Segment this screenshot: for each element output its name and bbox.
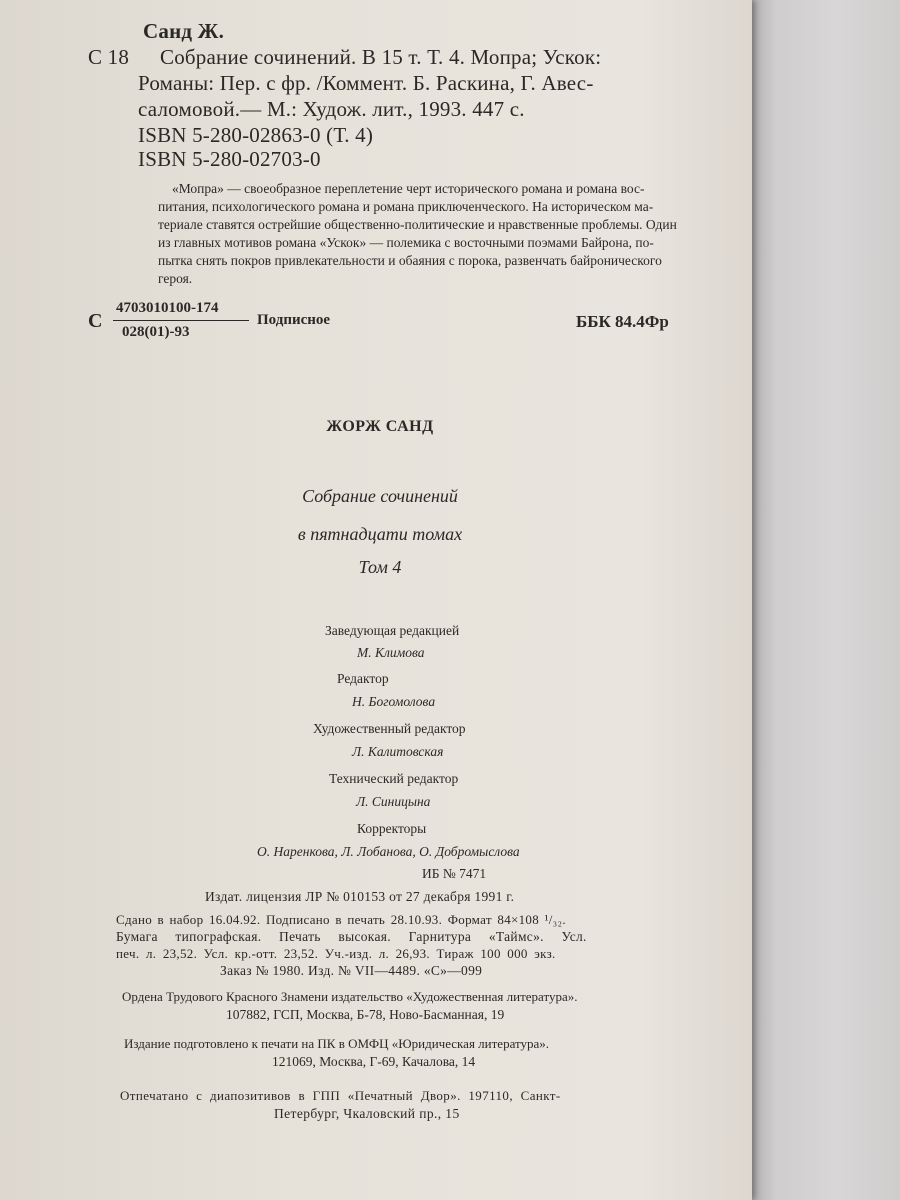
catalog-line-1: Собрание сочинений. В 15 т. Т. 4. Мопра; Ускок: bbox=[160, 45, 602, 69]
catalog-line-3: саломовой.— М.: Худож. лит., 1993. 447 с. bbox=[138, 97, 525, 121]
credit-role: Технический редактор bbox=[329, 771, 459, 786]
credit-name: Л. Синицына bbox=[356, 794, 431, 809]
catalog-line-2: Романы: Пер. с фр. /Коммент. Б. Раскина, Г. Авес- bbox=[138, 71, 594, 95]
background-surface bbox=[744, 0, 900, 1200]
abstract-line: из главных мотивов романа «Ускок» — полемика с восточными поэмами Байрона, по- bbox=[158, 235, 654, 250]
credit-name: О. Наренкова, Л. Лобанова, О. Добромыслова bbox=[257, 844, 520, 859]
printed-address: Петербург, Чкаловский пр., 15 bbox=[274, 1106, 460, 1121]
catalog-author: Санд Ж. bbox=[143, 19, 225, 43]
publisher-address: 107882, ГСП, Москва, Б-78, Ново-Басманная, 19 bbox=[226, 1007, 505, 1022]
classification-numerator: 4703010100-174 bbox=[116, 300, 219, 316]
prepared-address: 121069, Москва, Г-69, Качалова, 14 bbox=[272, 1054, 476, 1069]
publisher-line: Ордена Трудового Красного Знамени издательство «Художественная литература». bbox=[122, 989, 578, 1004]
catalog-index: С 18 bbox=[88, 45, 130, 69]
subscription-label: Подписное bbox=[257, 312, 331, 328]
credit-name: Н. Богомолова bbox=[352, 694, 436, 709]
credit-role: Художественный редактор bbox=[313, 721, 466, 736]
prepared-line: Издание подготовлено к печати на ПК в ОМФЦ «Юридическая литература». bbox=[124, 1036, 550, 1051]
classification-letter: С bbox=[88, 310, 103, 332]
printed-line: Отпечатано с диапозитивов в ГПП «Печатный Двор». 197110, Санкт- bbox=[120, 1088, 561, 1103]
ib-number: ИБ № 7471 bbox=[422, 866, 487, 881]
abstract-line: героя. bbox=[158, 271, 193, 286]
credit-role: Заведующая редакцией bbox=[325, 623, 460, 638]
credit-role: Редактор bbox=[337, 671, 389, 686]
isbn-volume: ISBN 5-280-02863-0 (Т. 4) bbox=[138, 123, 374, 147]
title-work-line-1: Собрание сочинений bbox=[302, 486, 458, 506]
title-work-line-2: в пятнадцати томах bbox=[297, 524, 463, 544]
print-spec-line: Сдано в набор 16.04.92. Подписано в печать 28.10.93. Формат 84×108 ¹/₃₂. bbox=[116, 912, 566, 927]
license-line: Издат. лицензия ЛР № 010153 от 27 декабря 1991 г. bbox=[205, 889, 515, 904]
bbk-code: ББК 84.4Фр bbox=[576, 312, 669, 331]
abstract-line: пытка снять покров привлекательности и обаяния с порока, развенчать байронического bbox=[158, 253, 662, 268]
volume-number: Том 4 bbox=[358, 557, 402, 577]
credit-name: М. Климова bbox=[357, 645, 425, 660]
abstract-line: питания, психологического романа и романа приключенческого. На историческом ма- bbox=[158, 199, 654, 214]
isbn-set: ISBN 5-280-02703-0 bbox=[138, 147, 321, 171]
fraction-bar bbox=[113, 320, 249, 321]
classification-denominator: 028(01)-93 bbox=[122, 324, 190, 340]
abstract-line: териале ставятся острейшие общественно-политические и нравственные проблемы. Один bbox=[158, 217, 677, 232]
print-spec-line: Заказ № 1980. Изд. № VII—4489. «С»—099 bbox=[220, 963, 483, 978]
credit-name: Л. Калитовская bbox=[352, 744, 444, 759]
credit-role: Корректоры bbox=[357, 821, 427, 836]
print-spec-line: Бумага типографская. Печать высокая. Гарнитура «Таймс». Усл. bbox=[116, 929, 587, 944]
abstract-line: «Мопра» — своеобразное переплетение черт исторического романа и романа вос- bbox=[172, 181, 645, 196]
title-author: ЖОРЖ САНД bbox=[326, 418, 434, 435]
print-spec-line: печ. л. 23,52. Усл. кр.-отт. 23,52. Уч.-изд. л. 26,93. Тираж 100 000 экз. bbox=[116, 946, 556, 961]
